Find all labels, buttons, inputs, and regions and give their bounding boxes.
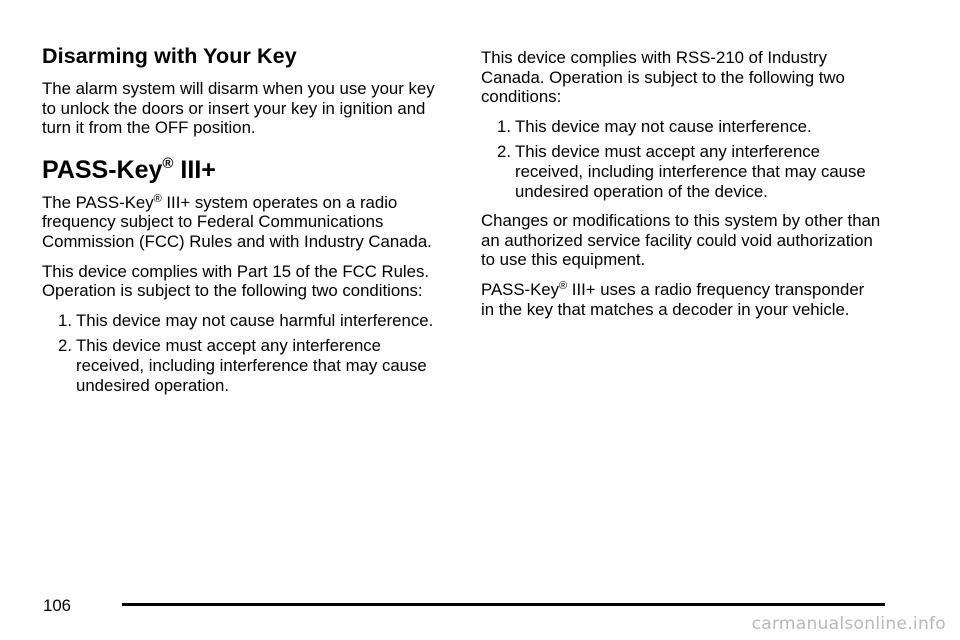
section-heading-passkey [42,156,442,185]
footer-rule [122,603,885,606]
section-heading-disarming: Disarming with Your Key [42,44,297,68]
rss-conditions-list [481,117,881,201]
registered-mark: ® [162,154,174,172]
transponder-a: PASS-Key [481,279,560,299]
list-text: This device may not cause harmful interference. [76,310,434,330]
list-text: This device may not cause interference. [515,116,812,136]
transponder-b: III+ uses a radio frequency transponder in the key that matches a decoder in your vehicle. [481,279,865,319]
passkey-intro-a: The PASS-Key [42,192,154,212]
list-number: 1. [497,116,511,136]
registered-mark: ® [153,192,162,205]
list-text: This device must accept any interference received, including interference that may cause undesired operation. [76,336,427,395]
page-number: 106 [43,596,71,615]
right-column [481,48,881,329]
list-number: 2. [58,336,72,356]
passkey-heading-tail: III+ [173,155,216,184]
list-item [42,336,442,395]
paragraph-fcc: This device complies with Part 15 of the FCC Rules. Operation is subject to the following two conditions: [42,261,430,301]
list-item [42,311,442,331]
passkey-heading-text: PASS-Key [42,155,163,184]
paragraph-disarm: The alarm system will disarm when you use your key to unlock the doors or insert your key in ignition and turn it from the OFF position. [42,79,435,138]
registered-mark: ® [559,279,568,292]
fcc-conditions-list [42,311,442,395]
watermark: carmanualsonline.info [751,614,946,634]
list-item [481,117,881,137]
list-text: This device must accept any interference received, including interference that may cause undesired operation of the device. [515,142,866,201]
paragraph-passkey-intro [42,193,442,252]
paragraph-modifications: Changes or modifications to this system by other than an authorized service facility could void authorization to use this equipment. [481,211,881,270]
list-item [481,142,881,201]
paragraph-rss: This device complies with RSS-210 of Industry Canada. Operation is subject to the following two conditions: [481,48,845,107]
list-number: 1. [58,310,72,330]
passkey-intro-b: III+ system operates on a radio frequency subject to Federal Communications Commission (FCC) Rules and with Industry Canada. [42,192,432,251]
list-number: 2. [497,142,511,162]
left-column [42,44,442,405]
paragraph-transponder [481,280,881,319]
